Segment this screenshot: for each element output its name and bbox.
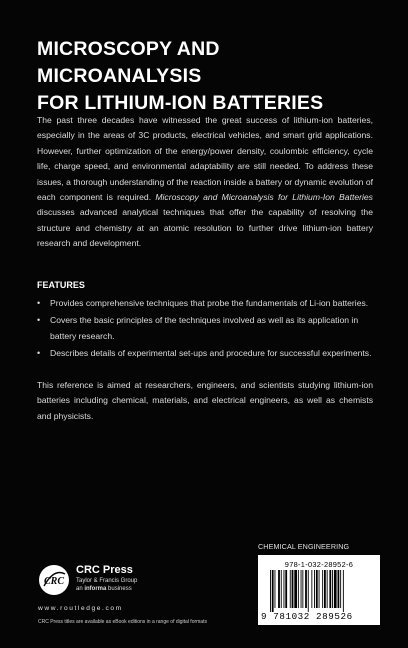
- audience-paragraph: This reference is aimed at researchers, engineers, and scientists studying lithium-ion batteries including chemical, materials, and electrical engineers, as well as chemists and physicists.: [37, 380, 373, 421]
- isbn-barcode: [258, 555, 380, 625]
- tagline-suffix: business: [106, 586, 132, 592]
- barcode-icon: [270, 570, 368, 612]
- book-title-italic: Microscopy and Microanalysis for Lithium-Ion Batteries: [155, 192, 373, 203]
- tagline-brand: informa: [84, 586, 107, 592]
- description-paragraph: [37, 113, 373, 252]
- bullet-icon: •: [37, 315, 41, 326]
- isbn-text: 978-1-032-28952-6: [284, 560, 354, 569]
- publisher-group: Taylor & Francis Group: [76, 578, 138, 584]
- crc-logo-icon: [38, 564, 70, 596]
- description-part-1: The past three decades have witnessed the great success of lithium-ion batteries, especially in the areas of 3C products, electrical vehicles, and smart grid applications. However, further optimization of the energy/power density, coulombic efficiency, cycle life, charge speed, and environmental adaptability are still needed. To address these issues, a thorough understanding of the reaction inside a battery or dynamic evolution of each component is required.: [37, 115, 373, 203]
- ebook-note: CRC Press titles are available as eBook editions in a range of digital formats: [38, 619, 207, 625]
- bullet-icon: •: [37, 348, 41, 359]
- feature-text: Provides comprehensive techniques that probe the fundamentals of Li-ion batteries.: [50, 298, 369, 308]
- publisher-block: [38, 564, 258, 604]
- publisher-tagline: [76, 586, 132, 592]
- feature-item: [37, 313, 373, 344]
- features-heading: FEATURES: [37, 280, 85, 290]
- subject-category: CHEMICAL ENGINEERING: [258, 542, 350, 551]
- features-list: [37, 296, 373, 364]
- feature-text: Describes details of experimental set-ups and procedure for successful experiments.: [50, 348, 372, 359]
- description-part-2: discusses advanced analytical techniques that offer the capability of resolving the structure and chemistry at an atomic resolution to further drive lithium-ion battery research and development.: [37, 207, 373, 249]
- publisher-website: www.routledge.com: [38, 605, 123, 612]
- title-line-2: FOR LITHIUM-ION BATTERIES: [37, 92, 324, 114]
- barcode-digits: 9 781032 289526: [261, 611, 353, 622]
- bullet-icon: •: [37, 298, 41, 308]
- feature-text: Covers the basic principles of the techniques involved as well as its application in battery research.: [50, 315, 359, 341]
- tagline-prefix: an: [76, 586, 85, 592]
- book-title: [37, 36, 377, 117]
- feature-item: [37, 346, 373, 361]
- crc-logo-text: CRC: [43, 576, 65, 587]
- feature-item: [37, 296, 373, 311]
- publisher-name: CRC Press: [76, 564, 133, 576]
- title-line-1: MICROSCOPY AND MICROANALYSIS: [37, 38, 220, 87]
